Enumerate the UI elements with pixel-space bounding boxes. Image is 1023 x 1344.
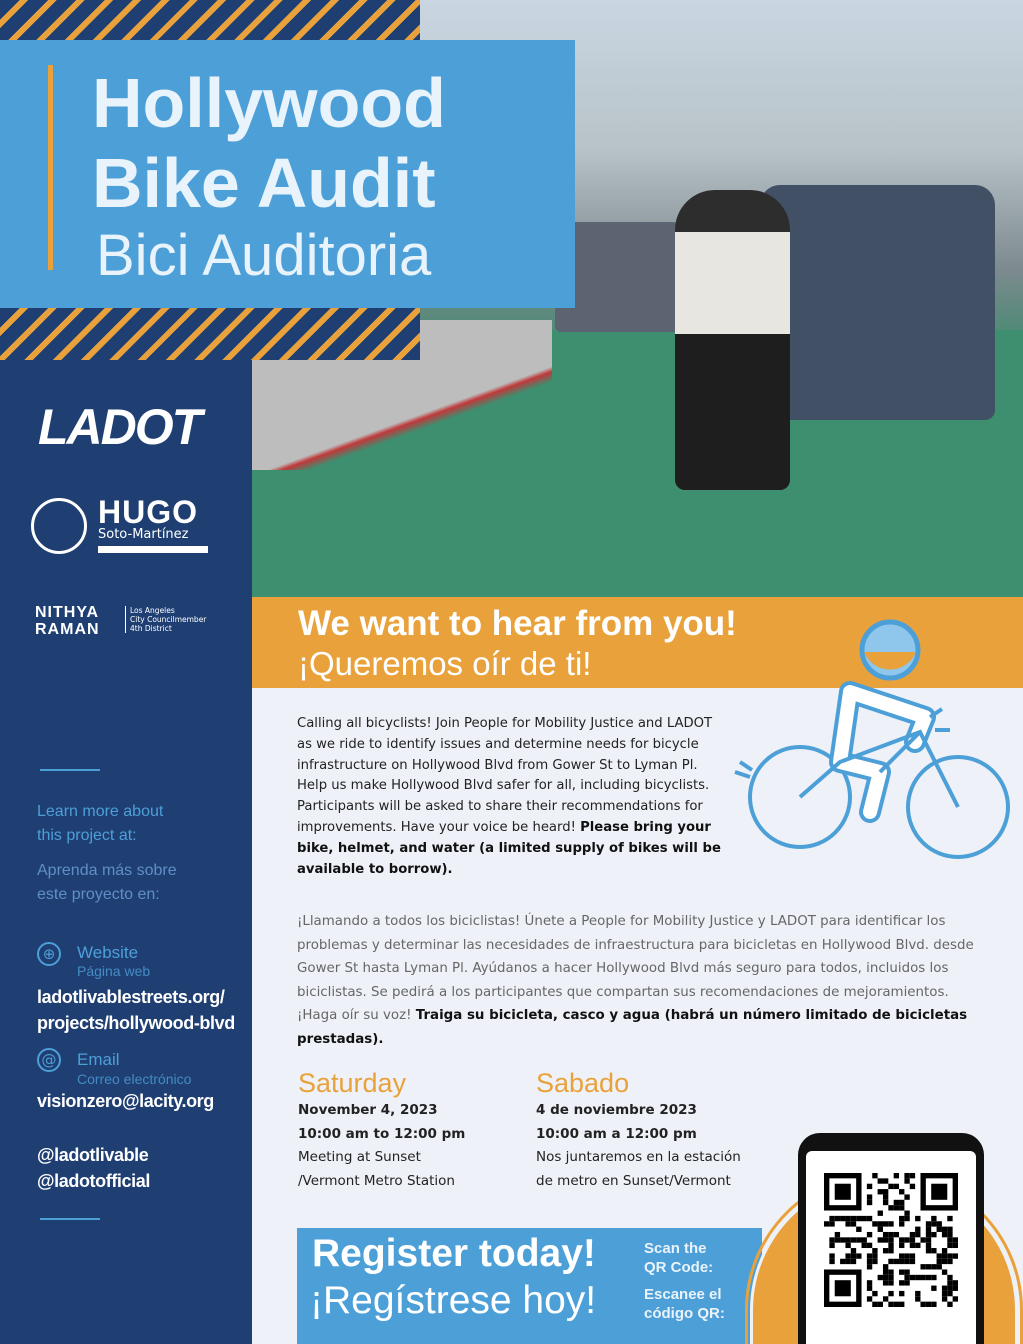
event-place-en-2: /Vermont Metro Station [298,1172,455,1189]
event-day-en: Saturday [298,1068,407,1098]
nithya-sub-2: City Councilmember [130,615,207,624]
hugo-logo-bar [98,546,208,553]
nithya-sub-1: Los Angeles [130,606,175,615]
event-date-es: 4 de noviembre 2023 [536,1102,697,1118]
website-label-es: Página web [77,963,151,979]
event-day-es: Sabado [536,1068,630,1098]
website-url-2[interactable]: projects/hollywood-blvd [37,1013,235,1033]
scan-en-2: QR Code: [644,1259,714,1276]
event-place-es-1: Nos juntaremos en la estación [536,1149,741,1165]
event-time-es: 10:00 am a 12:00 pm [536,1125,697,1142]
scan-es-2: código QR: [644,1305,725,1322]
stripe-decoration-top [0,0,420,40]
register-en: Register today! [312,1232,596,1275]
website-label: Website [77,943,139,962]
stripe-decoration-bottom [0,308,420,360]
qr-code[interactable] [824,1173,958,1307]
social-handles [37,1142,249,1194]
event-place-es-2: de metro en Sunset/Vermont [536,1172,731,1189]
description-es [297,910,987,1051]
description-en [297,714,727,880]
learn-en-2: this project at: [37,827,137,844]
nithya-subtitle [125,606,206,633]
event-place-en-1: Meeting at Sunset [298,1149,421,1165]
scan-es-1: Escanee el [644,1286,722,1303]
nithya-logo [35,604,100,638]
description-en-bold: Please bring your bike, helmet, and water (a limited supply of bikes will be available to borrow). [297,819,721,877]
title-spanish: Bici Auditoria [96,223,432,288]
email-label: Email [77,1050,120,1069]
description-en-text: Calling all bicyclists! Join People for Mobility Justice and LADOT as we ride to identify issues and determine needs for bicycle infrastructure on Hollywood Blvd from Gower St to Lyman Pl. Help us make Hollywood Blvd safer for all, including bicyclists. Participants will be asked to share their recommendations for improvements. Have your voice be heard! [297,716,713,835]
event-time-en: 10:00 am to 12:00 pm [298,1125,466,1142]
email-link[interactable]: visionzero@lacity.org [37,1091,214,1111]
hugo-surname: Soto-Martínez [98,527,189,542]
headline-es: ¡Queremos oír de ti! [298,645,592,682]
email-label-es: Correo electrónico [77,1071,192,1087]
hugo-logo: HUGO [98,494,198,530]
phone-mockup [798,1133,984,1344]
divider [40,769,100,771]
divider [40,1218,100,1220]
at-sign-icon: @ [37,1048,61,1072]
parked-truck [760,185,995,420]
scooter-rider [675,190,790,490]
nithya-line1: NITHYA [35,604,100,621]
scan-es [644,1285,725,1323]
social-handle-2[interactable]: @ladotofficial [37,1171,150,1191]
cyclist-illustration-icon [730,612,1015,867]
learn-en-1: Learn more about [37,803,164,820]
scan-en-1: Scan the [644,1240,707,1257]
website-url-1[interactable]: ladotlivablestreets.org/ [37,987,225,1007]
nithya-sub-3: 4th District [130,624,172,633]
title-accent-bar [48,65,53,270]
globe-icon: ⊕ [37,942,61,966]
learn-more-en [37,800,163,848]
description-es-text: ¡Llamando a todos los biciclistas! Únete a People for Mobility Justice y LADOT para identificar los problemas y determinar las necesidades de infraestructura para bicicletas en Hollywood Blvd. desde Gower St hasta Lyman Pl. Ayúdanos a hacer Hollywood Blvd más seguro para todos, incluidos los biciclistas. Se pedirá a los participantes que compartan sus recomendaciones de mejoramientos. ¡Haga oír su voz! [297,914,974,1023]
scan-en [644,1239,713,1277]
website-link[interactable] [37,984,249,1036]
event-en [298,1068,465,1193]
event-date-en: November 4, 2023 [298,1102,438,1118]
city-seal-icon [31,498,87,554]
social-handle-1[interactable]: @ladotlivable [37,1145,149,1165]
nithya-line2: RAMAN [35,621,100,638]
learn-es-1: Aprenda más sobre [37,862,177,879]
event-es [536,1068,741,1193]
ladot-logo: LADOT [38,399,201,455]
description-es-bold: Traiga su bicicleta, casco y agua (habrá un número limitado de bicicletas prestadas). [297,1008,968,1047]
title-line-2: Bike Audit [92,144,436,222]
learn-es-2: este proyecto en: [37,886,160,903]
parked-car [555,222,690,332]
register-es: ¡Regístrese hoy! [310,1279,597,1322]
title-line-1: Hollywood [92,64,446,142]
learn-more-es [37,859,177,907]
headline-en: We want to hear from you! [298,604,737,643]
